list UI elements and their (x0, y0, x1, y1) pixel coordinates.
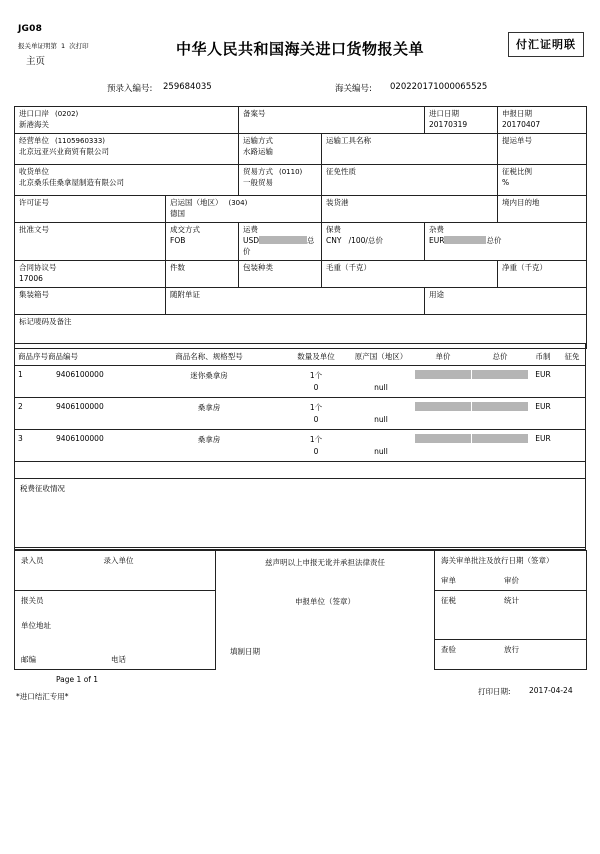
cell-spacer-3 (134, 413, 284, 430)
field-operator (15, 134, 239, 165)
cell-spacer-6 (528, 381, 558, 398)
goods-table (14, 348, 586, 462)
cell-spacer-1 (14, 381, 48, 398)
transport-tool-label: 运输工具名称 (326, 136, 371, 145)
marks-remarks-label: 标记唛码及备注 (19, 316, 72, 326)
goods-header-row (14, 348, 586, 366)
table-row (14, 430, 586, 446)
declare-date-label: 申报日期 (502, 109, 532, 118)
cell-customs-review (435, 551, 587, 591)
cell-postcode-phone (15, 639, 216, 669)
status-badge-stamp: 付汇证明联 (508, 32, 584, 57)
field-package-type (239, 260, 322, 287)
field-transport-mode (239, 134, 322, 165)
review-label: 审单 (441, 576, 456, 585)
pre-entry-no-label: 预录入编号: (107, 84, 153, 94)
freight-suffix: 总价 (243, 235, 315, 256)
cell-qty: 1个 (309, 371, 323, 380)
cell-origin: null (374, 383, 388, 392)
origin-country-label: 启运国（地区） (170, 198, 223, 207)
packages-label: 件数 (170, 262, 185, 272)
field-row-container (15, 287, 587, 314)
field-packages (166, 260, 239, 287)
field-row-consignee (15, 165, 587, 196)
unit-price-redacted (415, 370, 471, 379)
col-header-origin: 原产国（地区） (354, 352, 408, 361)
field-row-operator (15, 134, 587, 165)
col-header-seq: 商品序号 (18, 352, 48, 361)
insurance-currency: CNY (326, 235, 342, 245)
field-row-port (15, 107, 587, 134)
field-insurance (322, 223, 425, 261)
freight-label: 运费 (243, 225, 258, 234)
tax-collection-block (14, 478, 586, 550)
field-marks-remarks (15, 314, 587, 348)
operator-value: 北京远亚兴业商贸有限公司 (19, 146, 109, 156)
cell-qty-secondary: 0 (313, 415, 319, 424)
print-notice-prefix: 报关单证明第 (18, 42, 57, 50)
sig-row-1 (15, 551, 587, 591)
release-label: 放行 (504, 644, 519, 654)
field-freight (239, 223, 322, 261)
field-terms (166, 223, 239, 261)
field-license-no (15, 196, 166, 223)
declaration-field-grid (14, 106, 586, 349)
print-count: 1 (61, 42, 66, 50)
container-no-label: 集装箱号 (19, 289, 49, 299)
cell-total-price (472, 366, 528, 382)
field-usage (425, 287, 587, 314)
field-destination (498, 196, 587, 223)
field-gross-weight (322, 260, 498, 287)
cell-spacer-2 (48, 445, 134, 462)
insurance-label: 保费 (326, 225, 341, 234)
cell-unit-price (414, 430, 472, 446)
misc-fee-currency: EUR (429, 235, 445, 245)
cell-origin-top (348, 398, 414, 414)
import-port-label: 进口口岸 (19, 109, 49, 118)
cell-seq: 3 (18, 434, 23, 443)
field-net-weight (498, 260, 587, 287)
cell-seq: 1 (18, 370, 23, 379)
cell-exemption (558, 366, 586, 382)
record-no-label: 备案号 (243, 109, 266, 118)
page-title: 中华人民共和国海关进口货物报关单 (175, 40, 424, 58)
page-footer (0, 670, 600, 720)
special-use-note: *进口结汇专用* (16, 692, 69, 701)
misc-fee-label: 杂费 (429, 225, 444, 234)
cell-total-price (472, 430, 528, 446)
signature-block (14, 550, 586, 670)
cell-qty-secondary: 0 (313, 383, 319, 392)
total-price-redacted (472, 370, 528, 379)
cell-entry-clerk (15, 551, 216, 591)
unit-price-redacted (415, 402, 471, 411)
freight-currency: USD (243, 235, 260, 245)
consignee-label: 收货单位 (19, 167, 49, 176)
cell-name: 桑拿房 (197, 435, 221, 444)
cell-origin: null (374, 447, 388, 456)
field-import-port (15, 107, 239, 134)
field-contract-no (15, 260, 166, 287)
operator-code: (1105960333) (55, 137, 105, 145)
cell-spacer-7 (558, 381, 586, 398)
cell-unit-price (414, 398, 472, 414)
document-numbers (0, 82, 600, 98)
usage-label: 用途 (429, 289, 444, 299)
load-port-label: 装货港 (326, 198, 349, 207)
col-header-exemption: 征免 (564, 352, 580, 361)
attached-docs-label: 随附单证 (170, 289, 200, 299)
origin-country-code: (304) (228, 199, 248, 207)
statistics-label: 统计 (504, 596, 519, 606)
unit-price-redacted (415, 434, 471, 443)
trade-mode-code: (0110) (279, 168, 303, 176)
entry-clerk-label: 录入员 (21, 556, 44, 565)
unit-address-label: 单位地址 (21, 621, 51, 631)
transport-mode-value: 水路运输 (243, 146, 273, 156)
cell-qty-secondary: 0 (313, 447, 319, 456)
package-type-label: 包装种类 (243, 262, 273, 272)
field-trade-mode (239, 165, 322, 196)
insurance-value: /100/总价 (348, 235, 383, 245)
origin-country-value: 德国 (170, 208, 185, 218)
cell-code: 9406100000 (56, 402, 104, 411)
field-record-no (239, 107, 425, 134)
field-row-contract (15, 260, 587, 287)
cell-spacer-7 (558, 445, 586, 462)
cell-spacer-3 (134, 381, 284, 398)
cell-spacer-5 (472, 381, 528, 398)
declarant-label: 报关员 (21, 596, 44, 606)
cell-spacer-6 (528, 445, 558, 462)
field-tax-ratio (498, 165, 587, 196)
field-origin-country (166, 196, 322, 223)
entry-unit-label: 录入单位 (103, 556, 134, 565)
destination-label: 境内目的地 (502, 198, 540, 207)
operator-label: 经营单位 (19, 136, 49, 145)
field-row-license (15, 196, 587, 223)
cell-exemption (558, 398, 586, 414)
cell-qty: 1个 (309, 403, 323, 412)
field-transport-tool (322, 134, 498, 165)
cell-currency: EUR (535, 402, 551, 411)
tax-ratio-label: 征税比例 (502, 167, 532, 176)
cell-inspect-release (435, 639, 587, 669)
cell-spacer-1 (14, 445, 48, 462)
table-row-sub (14, 445, 586, 462)
form-code: JG08 (18, 24, 43, 34)
exemption-nature-label: 征免性质 (326, 167, 356, 176)
cell-qty: 1个 (309, 435, 323, 444)
trade-mode-value: 一般贸易 (243, 177, 273, 187)
field-load-port (322, 196, 498, 223)
cell-spacer-7 (558, 413, 586, 430)
cell-spacer-4 (414, 381, 472, 398)
customs-review-label: 海关审单批注及放行日期（签章） (441, 556, 554, 565)
tax-ratio-value: % (502, 177, 510, 187)
table-row (14, 366, 586, 382)
import-date-label: 进口日期 (429, 109, 459, 118)
fill-date-label: 填制日期 (230, 647, 260, 656)
tax-label: 征税 (441, 596, 456, 606)
cell-currency: EUR (535, 370, 551, 379)
cell-code: 9406100000 (56, 434, 104, 443)
terms-label: 成交方式 (170, 225, 200, 234)
field-consignee (15, 165, 239, 196)
cell-currency: EUR (535, 434, 551, 443)
print-date-value: 2017-04-24 (529, 686, 573, 695)
cell-spacer-2 (48, 413, 134, 430)
cell-name: 迷你桑拿房 (190, 371, 228, 380)
field-import-date (425, 107, 498, 134)
col-header-total-price: 总价 (492, 352, 508, 361)
price-review-label: 审价 (504, 576, 519, 585)
cell-spacer-5 (472, 445, 528, 462)
misc-fee-suffix: 总价 (486, 235, 502, 245)
col-header-unit-price: 单价 (435, 352, 451, 361)
cell-unit-price (414, 366, 472, 382)
import-date-value: 20170319 (429, 119, 468, 129)
inspect-label: 查验 (441, 644, 456, 654)
col-header-name: 商品名称、规格型号 (175, 352, 243, 361)
field-misc-fee (425, 223, 587, 261)
declare-unit-signature-label: 申报单位（签章） (295, 597, 355, 606)
cell-origin-top (348, 430, 414, 446)
table-row (14, 398, 586, 414)
postcode-label: 邮编 (21, 655, 36, 664)
cell-spacer-4 (414, 445, 472, 462)
cell-spacer-2 (48, 381, 134, 398)
cell-spacer-6 (528, 413, 558, 430)
cell-total-price (472, 398, 528, 414)
customs-no-value: 020220171000065525 (390, 82, 488, 92)
page-number-text: Page 1 of 1 (56, 675, 99, 684)
print-date-label: 打印日期: (478, 687, 511, 696)
import-port-code: (0202) (55, 110, 79, 118)
cell-exemption (558, 430, 586, 446)
cell-code: 9406100000 (56, 370, 104, 379)
gross-weight-label: 毛重（千克） (326, 262, 371, 272)
bill-no-label: 提运单号 (502, 136, 532, 145)
freight-redacted-value (259, 236, 307, 244)
terms-value: FOB (170, 235, 186, 245)
col-header-code: 商品编号 (48, 352, 78, 361)
declare-date-value: 20170407 (502, 119, 541, 129)
cell-seq: 2 (18, 402, 23, 411)
field-bill-no (498, 134, 587, 165)
field-row-approval (15, 223, 587, 261)
table-row-sub (14, 381, 586, 398)
contract-no-value: 17006 (19, 273, 43, 283)
cell-name: 桑拿房 (197, 403, 221, 412)
col-header-qty: 数量及单位 (297, 352, 335, 361)
total-price-redacted (472, 402, 528, 411)
print-notice-suffix: 次打印 (69, 42, 89, 50)
table-row-sub (14, 413, 586, 430)
page-type-label: 主页 (26, 56, 46, 67)
net-weight-label: 净重（千克） (502, 262, 547, 272)
field-row-marks (15, 314, 587, 348)
pre-entry-no-value: 259684035 (163, 82, 212, 92)
field-attached-docs (166, 287, 425, 314)
col-header-currency: 币制 (535, 352, 551, 361)
cell-spacer-1 (14, 413, 48, 430)
trade-mode-label: 贸易方式 (243, 167, 273, 176)
field-approval-no (15, 223, 166, 261)
field-declare-date (498, 107, 587, 134)
cell-origin-top (348, 366, 414, 382)
cell-spacer-3 (134, 445, 284, 462)
transport-mode-label: 运输方式 (243, 136, 273, 145)
declaration-statement-text: 兹声明以上申报无讹并承担法律责任 (265, 558, 385, 567)
approval-no-label: 批准文号 (19, 225, 49, 234)
cell-spacer-5 (472, 413, 528, 430)
tax-collection-label: 税费征收情况 (20, 484, 65, 493)
cell-declarant (15, 591, 216, 639)
license-no-label: 许可证号 (19, 198, 49, 207)
contract-no-label: 合同协议号 (19, 262, 57, 272)
field-container-no (15, 287, 166, 314)
misc-fee-redacted-value (444, 236, 486, 244)
cell-origin: null (374, 415, 388, 424)
cell-tax-statistics (435, 591, 587, 639)
total-price-redacted (472, 434, 528, 443)
cell-spacer-4 (414, 413, 472, 430)
field-exemption-nature (322, 165, 498, 196)
customs-no-label: 海关编号: (335, 84, 372, 94)
import-port-value: 新港海关 (19, 119, 49, 129)
phone-label: 电话 (111, 655, 126, 664)
consignee-value: 北京桑乐佳桑拿屋制造有限公司 (19, 177, 124, 187)
